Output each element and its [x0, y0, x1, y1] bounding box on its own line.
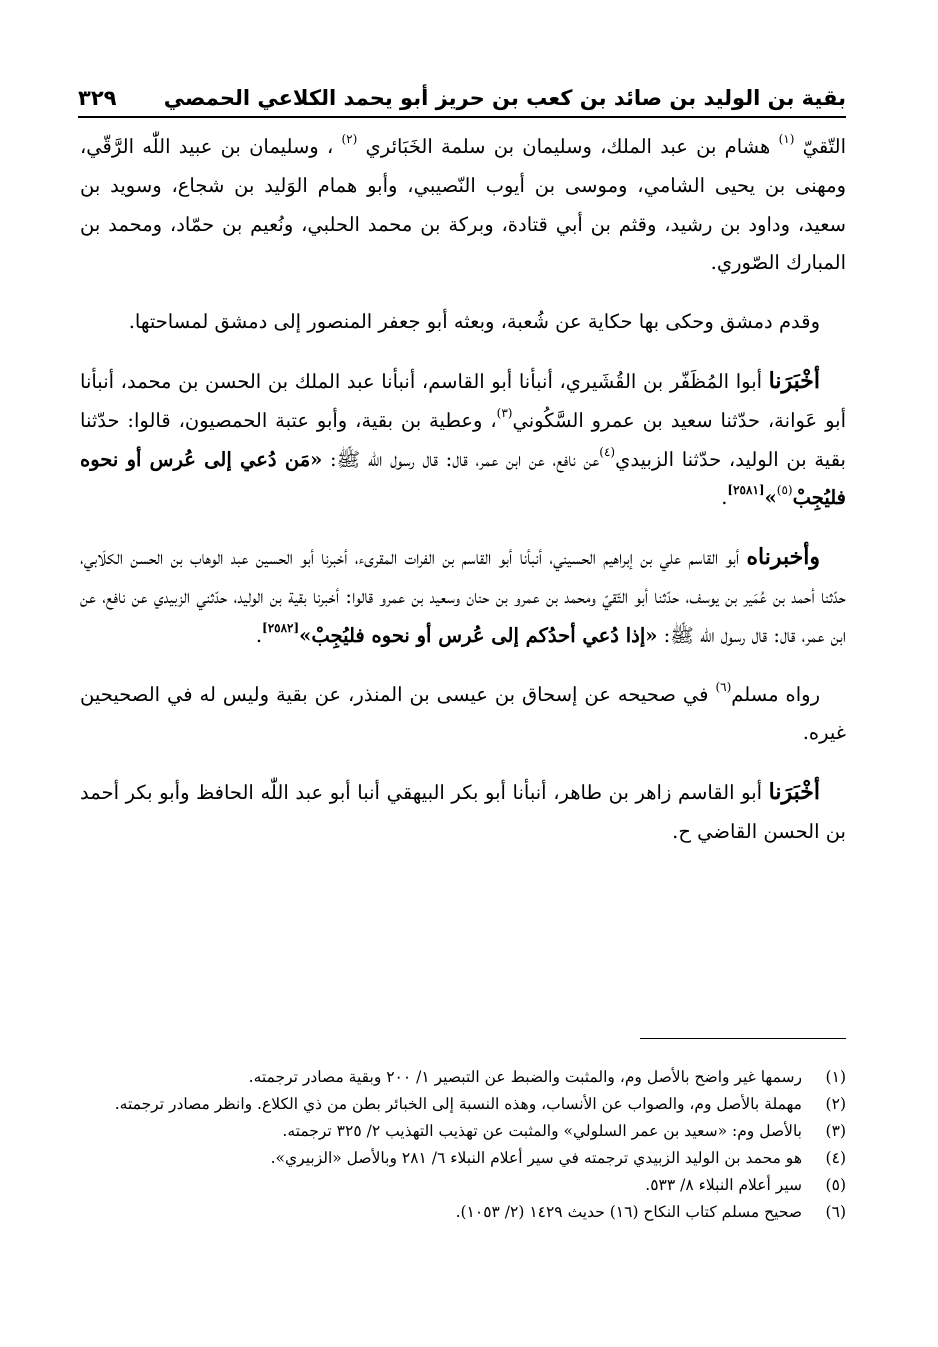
- footnote-marker: (٢): [341, 132, 358, 146]
- footnote: [92, 1172, 846, 1199]
- footnote-separator: [640, 1038, 846, 1039]
- footnote-number: (٥): [825, 1176, 846, 1194]
- paragraph-text: أبو القاسم علي بن إبراهيم الحسيني، أنبأنا أبو القاسم بن الفرات المقرىء، أخبرنا أبو الحسين عبد الوهاب بن الحسن الكلَابي، حدّثنا أحمد بن عُمَير بن يوسف، حدّثنا أبو التّقيّ ومحمد بن عمرو بن حنان وسعيد بن عمرو قالوا: أخبرنا بقية بن الوليد، حدّثني الزبيدي عن نافع، عن ابن عمر، قال: قال رسول الله ﷺ:: [80, 546, 846, 647]
- footnote-number: (٦): [825, 1203, 846, 1221]
- paragraph-text: في صحيحه عن إسحاق بن عيسى بن المنذر، عن بقية وليس له في الصحيحين غيره.: [80, 682, 846, 745]
- paragraph-text: وقدم دمشق وحكى بها حكاية عن شُعبة، وبعثه أبو جعفر المنصور إلى دمشق لمساحتها.: [128, 310, 820, 334]
- lead-word: أخْبَرَنا: [768, 779, 820, 806]
- main-text: [80, 128, 846, 872]
- paragraph-text: هشام بن عبد الملك، وسليمان بن سلمة الخَبَائري: [357, 135, 779, 158]
- paragraph: [80, 773, 846, 852]
- paragraph-text: عن نافع، عن ابن عمر، قال: قال رسول الله ﷺ:: [322, 447, 600, 471]
- hadith-text: »: [764, 486, 777, 510]
- footnote-marker: (٤): [599, 444, 616, 459]
- footnote-number: (٣): [825, 1122, 846, 1140]
- hadith-text: «إذا دُعي أحدُكم إلى عُرس أو نحوه فليُجِبْ»: [299, 623, 658, 647]
- hadith-text: «مَن دُعي إلى عُرس أو نحوه فليُجِبْ: [80, 447, 846, 510]
- footnote-marker: (٦): [715, 679, 732, 694]
- footnote-number: (٢): [825, 1095, 846, 1113]
- footnote-number: (١): [825, 1068, 846, 1086]
- paragraph-text: ، وعطية بن بقية، وأبو عتبة الحمصيون، قالوا: حدّثنا بقية بن الوليد، حدّثنا الزبيدي: [80, 408, 846, 471]
- page-number: ٣٢٩: [78, 86, 117, 110]
- footnote: [92, 1118, 846, 1145]
- footnote-marker: (٥): [776, 483, 793, 498]
- hadith-reference: [٢٥٨٢]: [262, 620, 300, 635]
- footnote-text: مهملة بالأصل وم، والصواب عن الأنساب، وهذه النسبة إلى الخبائر بطن من ذي الكلاع. وانظر مصادر ترجمته.: [114, 1095, 802, 1113]
- header-title: بقية بن الوليد بن صائد بن كعب بن حريز أبو يحمد الكلاعي الحمصي: [163, 86, 846, 110]
- paragraph: [80, 362, 846, 518]
- paragraph: [80, 303, 846, 342]
- footnote-text: هو محمد بن الوليد الزبيدي ترجمته في سير أعلام النبلاء ٦/ ٢٨١ وبالأصل «الزبيري».: [270, 1149, 802, 1167]
- footnote: [92, 1064, 846, 1091]
- footnote: [92, 1091, 846, 1118]
- paragraph-text: .: [721, 486, 728, 510]
- footnote-text: بالأصل وم: «سعيد بن عمر السلولي» والمثبت عن تهذيب التهذيب ٢/ ٣٢٥ ترجمته.: [282, 1122, 802, 1140]
- paragraph-text: أبوا المُظَفّر بن القُشَيري، أنبأنا أبو القاسم، أنبأنا عبد الملك بن الحسن بن محمد، أنبأنا أبو عَوانة، حدّثنا سعيد بن عمرو السَّكُوني: [80, 369, 846, 432]
- footnote: [92, 1199, 846, 1226]
- footnote-marker: (٣): [496, 405, 513, 420]
- paragraph-text: .: [255, 623, 263, 647]
- footnote-text: سير أعلام النبلاء ٨/ ٥٣٣.: [645, 1176, 802, 1194]
- footnote: [92, 1145, 846, 1172]
- footnote-marker: (١): [778, 132, 795, 146]
- lead-word: أخْبَرَنا: [768, 367, 820, 394]
- footnotes: [92, 1064, 846, 1226]
- paragraph-text: أبو القاسم زاهر بن طاهر، أنبأنا أبو بكر البيهقي أنبا أبو عبد اللّٰه الحافظ وأبو بكر أحمد بن الحسن القاضي ح.: [80, 781, 846, 843]
- hadith-reference: [٢٥٨١]: [727, 483, 765, 498]
- paragraph-text: التّقيّ: [794, 135, 846, 158]
- paragraph: [80, 128, 846, 283]
- paragraph-text: رواه مسلم: [731, 682, 820, 706]
- paragraph: [80, 538, 846, 655]
- paragraph: [80, 676, 846, 754]
- footnote-number: (٤): [825, 1149, 846, 1167]
- lead-word: وأخبرناه: [746, 544, 820, 571]
- paragraph-text: ، وسليمان بن عبيد اللّٰه الرَّقّي، ومهنى بن يحيى الشامي، وموسى بن أيوب النّصيبي، وأبو همام الوَليد بن شجاع، وسويد بن سعيد، وداود بن رشيد، وقثم بن أبي قتادة، وبركة بن محمد الحلبي، ونُعيم بن حمّاد، ومحمد بن المبارك الصّوري.: [80, 135, 846, 275]
- footnote-text: رسمها غير واضح بالأصل وم، والمثبت والضبط عن التبصير ١/ ٢٠٠ وبقية مصادر ترجمته.: [248, 1068, 802, 1086]
- running-header: [78, 74, 846, 118]
- footnote-text: صحيح مسلم كتاب النكاح (١٦) حديث ١٤٢٩ (٢/ ١٠٥٣).: [455, 1203, 802, 1221]
